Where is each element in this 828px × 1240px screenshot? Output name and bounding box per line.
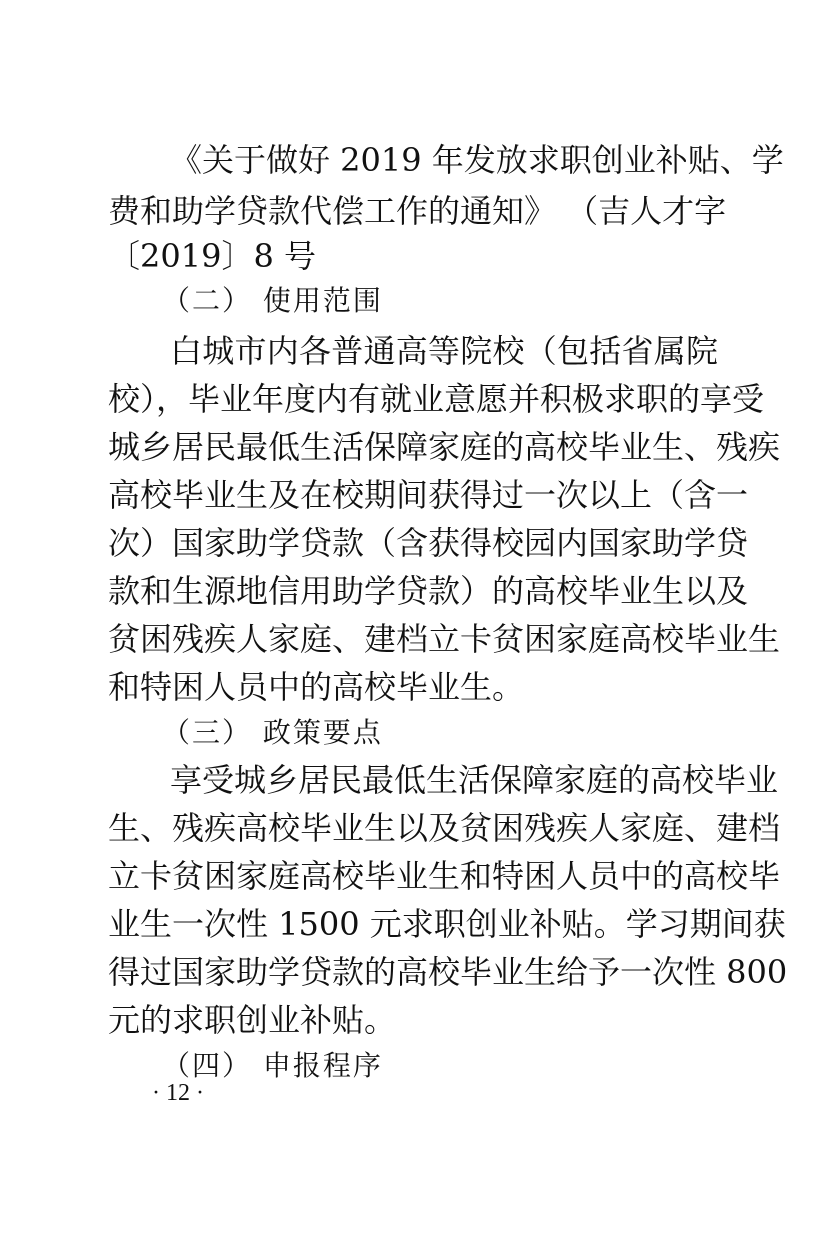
reference-line: 〔2019〕8 号 (108, 237, 316, 275)
reference-line: 费和助学贷款代偿工作的通知》 （吉人才字 (108, 192, 727, 230)
section-heading-policy: （三） 政策要点 (162, 716, 383, 749)
policy-line: 得过国家助学贷款的高校毕业生给予一次性 800 (108, 953, 788, 991)
scope-line: 贫困残疾人家庭、建档立卡贫困家庭高校毕业生 (108, 620, 781, 658)
scope-line: 次）国家助学贷款（含获得校园内国家助学贷 (108, 524, 749, 562)
reference-line: 《关于做好 2019 年发放求职创业补贴、学 (170, 141, 784, 179)
page-number: · 12 · (152, 1080, 204, 1106)
scope-line: 校），毕业年度内有就业意愿并积极求职的享受 (108, 380, 765, 418)
section-heading-procedure: （四） 申报程序 (162, 1049, 383, 1082)
scope-line: 城乡居民最低生活保障家庭的高校毕业生、残疾 (108, 428, 781, 466)
scope-line: 款和生源地信用助学贷款）的高校毕业生以及 (108, 572, 749, 610)
scope-line: 和特困人员中的高校毕业生。 (108, 668, 525, 706)
section-heading-scope: （二） 使用范围 (162, 284, 383, 317)
policy-line: 元的求职创业补贴。 (108, 1001, 397, 1039)
policy-line: 享受城乡居民最低生活保障家庭的高校毕业 (170, 761, 779, 799)
policy-line: 立卡贫困家庭高校毕业生和特困人员中的高校毕 (108, 857, 781, 895)
scope-line: 高校毕业生及在校期间获得过一次以上（含一 (108, 476, 749, 514)
policy-line: 生、残疾高校毕业生以及贫困残疾人家庭、建档 (108, 809, 781, 847)
scope-line: 白城市内各普通高等院校（包括省属院 (170, 332, 718, 370)
policy-line: 业生一次性 1500 元求职创业补贴。学习期间获 (108, 905, 786, 943)
